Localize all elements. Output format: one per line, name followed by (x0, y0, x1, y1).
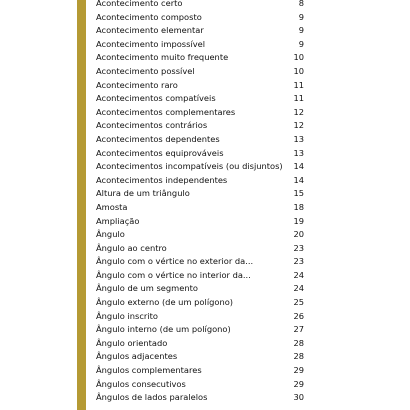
index-entry[interactable] (96, 215, 304, 229)
index-entry[interactable] (96, 92, 304, 106)
index-entry-term: Acontecimentos dependentes (96, 133, 220, 144)
index-entry-term: Acontecimentos independentes (96, 174, 228, 185)
index-entry[interactable] (96, 133, 304, 147)
index-entry-page-number: 30 (293, 392, 304, 403)
index-entry-term: Ângulo interno (de um polígono) (96, 324, 231, 335)
index-entry-term: Acontecimentos contrários (96, 120, 208, 131)
index-entry-term: Ângulos de lados paralelos (96, 392, 208, 403)
index-entry-page-number: 10 (293, 65, 304, 76)
index-entry-page-number: 18 (293, 201, 304, 212)
index-entry-page-number: 28 (293, 351, 304, 362)
index-entry-term: Acontecimento raro (96, 79, 178, 90)
index-entry-page-number: 25 (293, 297, 304, 308)
index-entry[interactable] (96, 269, 304, 283)
index-entry-term: Ângulo com o vértice no exterior da... (96, 256, 254, 267)
index-entry-page-number: 11 (293, 93, 304, 104)
index-entry-term: Acontecimento impossível (96, 38, 206, 49)
index-entry[interactable] (96, 11, 304, 25)
index-entry-page-number: 20 (293, 229, 304, 240)
index-entry-page-number: 19 (293, 215, 304, 226)
index-entry[interactable] (96, 51, 304, 65)
index-entry[interactable] (96, 38, 304, 52)
index-entry-page-number: 29 (293, 378, 304, 389)
index-entry-page-number: 9 (298, 11, 304, 22)
index-entry-page-number: 14 (293, 174, 304, 185)
index-entry[interactable] (96, 65, 304, 79)
index-entry-page-number: 24 (293, 283, 304, 294)
index-entry[interactable] (96, 201, 304, 215)
index-entry[interactable] (96, 364, 304, 378)
index-entry-term: Amosta (96, 201, 128, 212)
index-entry-term: Acontecimento possível (96, 65, 195, 76)
index-entry-page-number: 27 (293, 324, 304, 335)
index-entry[interactable] (96, 228, 304, 242)
index-entry[interactable] (96, 282, 304, 296)
index-entry[interactable] (96, 119, 304, 133)
index-entry-term: Ângulo ao centro (96, 242, 167, 253)
index-entry-term: Ampliação (96, 215, 140, 226)
index-entry[interactable] (96, 310, 304, 324)
index-entry-term: Acontecimentos equiprováveis (96, 147, 224, 158)
index-entry-term: Acontecimentos complementares (96, 106, 236, 117)
index-entry-term: Acontecimentos compatíveis (96, 93, 216, 104)
index-entry[interactable] (96, 337, 304, 351)
index-entry[interactable] (96, 391, 304, 405)
index-entry-term: Ângulos adjacentes (96, 351, 178, 362)
index-entry-term: Ângulo orientado (96, 337, 168, 348)
index-entry-page-number: 8 (298, 0, 304, 8)
index-entry-page-number: 28 (293, 337, 304, 348)
index-entry-page-number: 24 (293, 269, 304, 280)
index-entry-term: Ângulo de um segmento (96, 283, 198, 294)
index-entry-page-number: 10 (293, 52, 304, 63)
index-entry[interactable] (96, 378, 304, 392)
index-entry[interactable] (96, 147, 304, 161)
index-entry-term: Acontecimentos incompatíveis (ou disjuntos) (96, 161, 283, 172)
index-entry-page-number: 15 (293, 188, 304, 199)
index-entry[interactable] (96, 323, 304, 337)
index-list (96, 0, 304, 405)
index-entry[interactable] (96, 242, 304, 256)
index-entry-page-number: 12 (293, 106, 304, 117)
index-entry-term: Ângulos consecutivos (96, 378, 186, 389)
index-entry-term: Ângulo inscrito (96, 310, 158, 321)
index-entry-term: Acontecimento muito frequente (96, 52, 229, 63)
index-entry-term: Acontecimento composto (96, 11, 202, 22)
index-entry[interactable] (96, 255, 304, 269)
index-entry-page-number: 14 (293, 161, 304, 172)
index-entry-term: Ângulo (96, 229, 125, 240)
index-entry-page-number: 13 (293, 133, 304, 144)
index-entry[interactable] (96, 174, 304, 188)
index-entry-page-number: 9 (298, 25, 304, 36)
index-entry-page-number: 11 (293, 79, 304, 90)
index-entry[interactable] (96, 350, 304, 364)
index-entry-page-number: 29 (293, 365, 304, 376)
sidebar-accent-bar (77, 0, 86, 410)
index-entry[interactable] (96, 106, 304, 120)
index-entry[interactable] (96, 160, 304, 174)
index-entry-term: Acontecimento certo (96, 0, 183, 8)
index-entry[interactable] (96, 79, 304, 93)
index-entry-page-number: 26 (293, 310, 304, 321)
index-entry[interactable] (96, 24, 304, 38)
index-entry-term: Ângulos complementares (96, 365, 202, 376)
index-entry-term: Ângulo externo (de um polígono) (96, 297, 234, 308)
index-entry-page-number: 12 (293, 120, 304, 131)
index-entry-term: Ângulo com o vértice no interior da... (96, 269, 251, 280)
index-entry-page-number: 9 (298, 38, 304, 49)
index-entry[interactable] (96, 187, 304, 201)
index-entry[interactable] (96, 296, 304, 310)
index-entry-term: Altura de um triângulo (96, 188, 190, 199)
index-entry-term: Acontecimento elementar (96, 25, 204, 36)
index-entry-page-number: 23 (293, 242, 304, 253)
index-entry-page-number: 23 (293, 256, 304, 267)
index-entry-page-number: 13 (293, 147, 304, 158)
index-entry[interactable] (96, 0, 304, 11)
